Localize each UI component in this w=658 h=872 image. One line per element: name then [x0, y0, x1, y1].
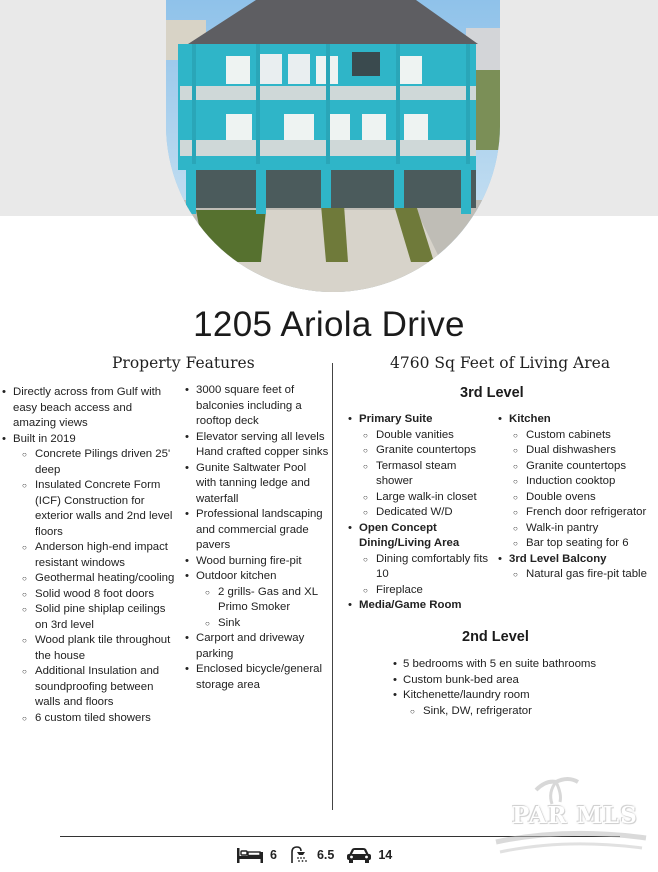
list-item: • Outdoor kitchen ○ 2 grills- Gas and XL Primo Smoker ○ Sink: [183, 569, 329, 631]
list-item: • Elevator serving all levels Hand crafted copper sinks: [183, 430, 329, 461]
list-item: ○ Induction cooktop: [512, 474, 656, 490]
list-item: ○ Granite countertops: [362, 443, 496, 459]
shower-icon: [289, 845, 311, 865]
list-item: • Kitchen ○ Custom cabinets ○ Dual dishwashers ○ Granite countertops ○ Induction cooktop ○ Double ovens ○ French door refrigerator ○ Walk-in pantry ○ Bar top seating for 6: [496, 412, 656, 552]
list-item: ○ Dining comfortably fits 10: [362, 552, 496, 583]
list-item: ○ Fireplace: [362, 583, 496, 599]
property-features-heading: Property Features: [112, 354, 255, 372]
list-item: ○ 2 grills- Gas and XL Primo Smoker: [204, 585, 329, 616]
garage-count: 14: [378, 848, 393, 862]
list-item: • Carport and driveway parking: [183, 631, 329, 662]
house-photo: [166, 0, 500, 292]
property-stats: [236, 844, 404, 866]
level-3-list-b: [496, 412, 656, 583]
list-item: ○ Insulated Concrete Form (ICF) Construction for exterior walls and 2nd level floors: [21, 478, 178, 540]
list-item: ○ Solid wood 8 foot doors: [21, 587, 178, 603]
list-item: • Enclosed bicycle/general storage area: [183, 662, 329, 693]
list-item: • Built in 2019 ○ Concrete Pilings driven 25' deep ○ Insulated Concrete Form (ICF) Construction for exterior walls and 2nd level floors ○ Anderson high-end impact resistant windows ○ Geothermal heating/cooling ○ Solid wood 8 foot doors ○ Solid pine shiplap ceilings on 3rd level ○ Wood plank tile throughout the house ○ Additional Insulation and soundproofing between walls and floors ○ 6 custom tiled showers: [0, 432, 178, 727]
list-item: • 3rd Level Balcony ○ Natural gas fire-pit table: [496, 552, 656, 583]
list-item: • Primary Suite ○ Double vanities ○ Granite countertops ○ Termasol steam shower ○ Large walk-in closet ○ Dedicated W/D: [346, 412, 496, 521]
list-item: ○ Bar top seating for 6: [512, 536, 656, 552]
list-item: • Professional landscaping and commercial grade pavers: [183, 507, 329, 554]
features-list-b: [183, 383, 329, 693]
beds-stat: [236, 846, 277, 864]
level-2-list: [391, 657, 621, 719]
list-item: ○ Geothermal heating/cooling: [21, 571, 178, 587]
list-item: ○ Granite countertops: [512, 459, 656, 475]
baths-stat: [289, 845, 334, 865]
list-item: ○ Custom cabinets: [512, 428, 656, 444]
list-item: • 3000 square feet of balconies including a rooftop deck: [183, 383, 329, 430]
list-item: ○ French door refrigerator: [512, 505, 656, 521]
list-item: ○ Double vanities: [362, 428, 496, 444]
list-item: • Kitchenette/laundry room ○ Sink, DW, refrigerator: [391, 688, 621, 719]
list-item: • Custom bunk-bed area: [391, 673, 621, 689]
level-3-list-a: [346, 412, 496, 614]
list-item: ○ Walk-in pantry: [512, 521, 656, 537]
list-item: ○ Additional Insulation and soundproofing between walls and floors: [21, 664, 178, 711]
list-item: ○ Sink: [204, 616, 329, 632]
list-item: ○ Termasol steam shower: [362, 459, 496, 490]
house-illustration: [166, 0, 500, 292]
list-item: ○ Wood plank tile throughout the house: [21, 633, 178, 664]
list-item: ○ Large walk-in closet: [362, 490, 496, 506]
living-area-heading: 4760 Sq Feet of Living Area: [390, 354, 611, 372]
list-item: • Directly across from Gulf with easy beach access and amazing views: [0, 385, 178, 432]
property-title: 1205 Ariola Drive: [193, 305, 465, 344]
level-2-heading: 2nd Level: [462, 629, 529, 645]
list-item: ○ 6 custom tiled showers: [21, 711, 178, 727]
mls-watermark: [486, 772, 650, 862]
beds-count: 6: [270, 848, 277, 862]
list-item: ○ Double ovens: [512, 490, 656, 506]
list-item: ○ Dedicated W/D: [362, 505, 496, 521]
list-item: • Gunite Saltwater Pool with tanning ledge and waterfall: [183, 461, 329, 508]
list-item: ○ Sink, DW, refrigerator: [409, 704, 621, 720]
list-item: • 5 bedrooms with 5 en suite bathrooms: [391, 657, 621, 673]
list-item: ○ Solid pine shiplap ceilings on 3rd level: [21, 602, 178, 633]
column-divider: [332, 363, 333, 810]
mls-watermark-text: PAR MLS: [512, 802, 638, 829]
list-item: ○ Anderson high-end impact resistant windows: [21, 540, 178, 571]
bed-icon: [236, 846, 264, 864]
level-3-heading: 3rd Level: [460, 385, 524, 401]
garage-stat: [346, 846, 392, 864]
baths-count: 6.5: [316, 848, 335, 862]
features-list-a: [0, 385, 178, 726]
list-item: ○ Dual dishwashers: [512, 443, 656, 459]
list-item: • Wood burning fire-pit: [183, 554, 329, 570]
list-item: • Media/Game Room: [346, 598, 496, 614]
list-item: ○ Natural gas fire-pit table: [512, 567, 656, 583]
car-icon: [346, 846, 372, 864]
list-item: ○ Concrete Pilings driven 25' deep: [21, 447, 178, 478]
list-item: • Open Concept Dining/Living Area ○ Dining comfortably fits 10 ○ Fireplace: [346, 521, 496, 599]
